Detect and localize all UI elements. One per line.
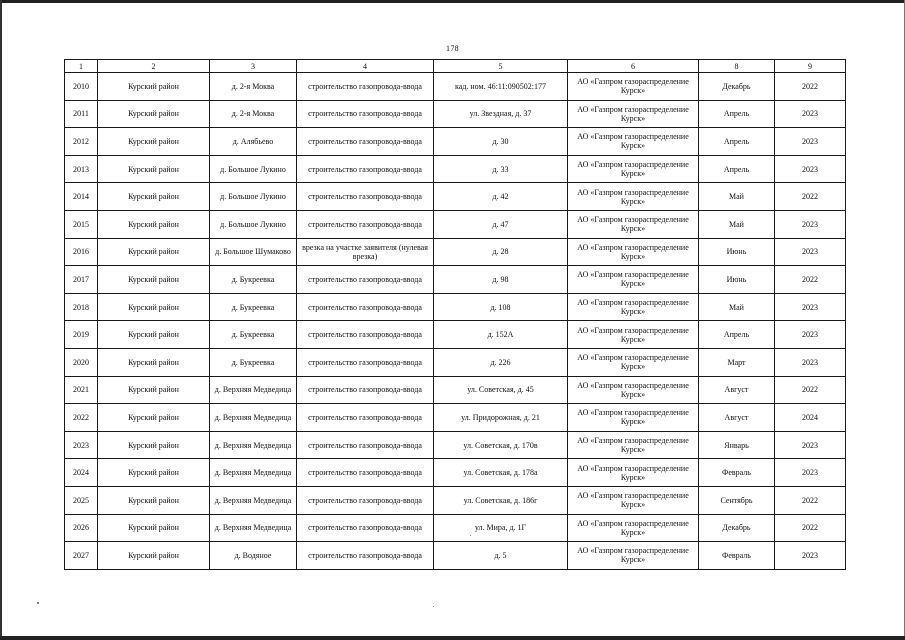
cell-col-organization: АО «Газпром газораспределение Курск» bbox=[568, 514, 699, 542]
table-row bbox=[65, 459, 846, 487]
cell-col-settlement: д. Большое Лукино bbox=[210, 210, 297, 238]
cell-col-number: 2023 bbox=[65, 431, 98, 459]
cell-col-number: 2027 bbox=[65, 542, 98, 570]
cell-col-settlement: д. Букреевка bbox=[210, 348, 297, 376]
header-col-number: 1 bbox=[65, 60, 98, 73]
cell-col-year: 2023 bbox=[775, 293, 846, 321]
cell-col-district: Курский район bbox=[98, 266, 210, 294]
cell-col-month: Август bbox=[699, 376, 775, 404]
table-row bbox=[65, 210, 846, 238]
cell-col-number: 2019 bbox=[65, 321, 98, 349]
cell-col-district: Курский район bbox=[98, 404, 210, 432]
cell-col-month: Апрель bbox=[699, 128, 775, 156]
gasification-schedule-table bbox=[64, 59, 846, 570]
cell-col-organization: АО «Газпром газораспределение Курск» bbox=[568, 486, 699, 514]
cell-col-settlement: д. Большое Лукино bbox=[210, 155, 297, 183]
cell-col-number: 2013 bbox=[65, 155, 98, 183]
cell-col-year: 2023 bbox=[775, 431, 846, 459]
cell-col-district: Курский район bbox=[98, 376, 210, 404]
cell-col-number: 2010 bbox=[65, 73, 98, 101]
cell-col-number: 2014 bbox=[65, 183, 98, 211]
cell-col-work-type: врезка на участке заявителя (нулевая врезка) bbox=[297, 238, 434, 266]
cell-col-district: Курский район bbox=[98, 238, 210, 266]
table-row bbox=[65, 100, 846, 128]
cell-col-organization: АО «Газпром газораспределение Курск» bbox=[568, 321, 699, 349]
cell-col-number: 2012 bbox=[65, 128, 98, 156]
cell-col-month: Май bbox=[699, 293, 775, 321]
table-row bbox=[65, 73, 846, 101]
cell-col-month: Июнь bbox=[699, 266, 775, 294]
header-col-organization: 6 bbox=[568, 60, 699, 73]
cell-col-number: 2026 bbox=[65, 514, 98, 542]
cell-col-number: 2024 bbox=[65, 459, 98, 487]
table-row bbox=[65, 404, 846, 432]
cell-col-address: д. 5 bbox=[434, 542, 568, 570]
cell-col-number: 2011 bbox=[65, 100, 98, 128]
cell-col-year: 2023 bbox=[775, 459, 846, 487]
cell-col-number: 2016 bbox=[65, 238, 98, 266]
cell-col-address: д. 98 bbox=[434, 266, 568, 294]
cell-col-work-type: строительство газопровода-ввода bbox=[297, 514, 434, 542]
scan-border-top bbox=[0, 0, 905, 3]
cell-col-month: Июнь bbox=[699, 238, 775, 266]
cell-col-year: 2023 bbox=[775, 348, 846, 376]
table-row bbox=[65, 183, 846, 211]
cell-col-month: Март bbox=[699, 348, 775, 376]
scan-speck bbox=[470, 535, 471, 536]
cell-col-month: Декабрь bbox=[699, 514, 775, 542]
cell-col-address: д. 108 bbox=[434, 293, 568, 321]
cell-col-work-type: строительство газопровода-ввода bbox=[297, 73, 434, 101]
cell-col-address: кад. ном. 46:11:090502:177 bbox=[434, 73, 568, 101]
table-row bbox=[65, 155, 846, 183]
cell-col-settlement: д. Большое Лукино bbox=[210, 183, 297, 211]
cell-col-district: Курский район bbox=[98, 321, 210, 349]
cell-col-district: Курский район bbox=[98, 293, 210, 321]
cell-col-settlement: д. Букреевка bbox=[210, 266, 297, 294]
cell-col-work-type: строительство газопровода-ввода bbox=[297, 293, 434, 321]
cell-col-work-type: строительство газопровода-ввода bbox=[297, 266, 434, 294]
cell-col-month: Апрель bbox=[699, 100, 775, 128]
cell-col-year: 2022 bbox=[775, 514, 846, 542]
cell-col-year: 2022 bbox=[775, 183, 846, 211]
header-col-district: 2 bbox=[98, 60, 210, 73]
cell-col-number: 2022 bbox=[65, 404, 98, 432]
cell-col-district: Курский район bbox=[98, 348, 210, 376]
cell-col-district: Курский район bbox=[98, 210, 210, 238]
table-row bbox=[65, 321, 846, 349]
table-row bbox=[65, 238, 846, 266]
cell-col-number: 2020 bbox=[65, 348, 98, 376]
cell-col-year: 2023 bbox=[775, 155, 846, 183]
cell-col-address: ул. Придорожная, д. 21 bbox=[434, 404, 568, 432]
cell-col-organization: АО «Газпром газораспределение Курск» bbox=[568, 431, 699, 459]
header-col-work-type: 4 bbox=[297, 60, 434, 73]
cell-col-settlement: д. Алябьево bbox=[210, 128, 297, 156]
cell-col-month: Сентябрь bbox=[699, 486, 775, 514]
cell-col-organization: АО «Газпром газораспределение Курск» bbox=[568, 73, 699, 101]
cell-col-month: Май bbox=[699, 210, 775, 238]
cell-col-work-type: строительство газопровода-ввода bbox=[297, 183, 434, 211]
cell-col-work-type: строительство газопровода-ввода bbox=[297, 210, 434, 238]
cell-col-organization: АО «Газпром газораспределение Курск» bbox=[568, 100, 699, 128]
cell-col-work-type: строительство газопровода-ввода bbox=[297, 542, 434, 570]
cell-col-number: 2017 bbox=[65, 266, 98, 294]
cell-col-settlement: д. Верхняя Медведица bbox=[210, 486, 297, 514]
cell-col-work-type: строительство газопровода-ввода bbox=[297, 348, 434, 376]
cell-col-address: ул. Советская, д. 45 bbox=[434, 376, 568, 404]
cell-col-number: 2021 bbox=[65, 376, 98, 404]
cell-col-month: Декабрь bbox=[699, 73, 775, 101]
cell-col-year: 2022 bbox=[775, 376, 846, 404]
cell-col-organization: АО «Газпром газораспределение Курск» bbox=[568, 542, 699, 570]
cell-col-month: Февраль bbox=[699, 459, 775, 487]
cell-col-settlement: д. Верхняя Медведица bbox=[210, 404, 297, 432]
cell-col-address: ул. Советская, д. 186г bbox=[434, 486, 568, 514]
cell-col-address: д. 33 bbox=[434, 155, 568, 183]
cell-col-organization: АО «Газпром газораспределение Курск» bbox=[568, 459, 699, 487]
cell-col-district: Курский район bbox=[98, 183, 210, 211]
cell-col-address: ул. Советская, д. 178а bbox=[434, 459, 568, 487]
cell-col-settlement: д. Букреевка bbox=[210, 321, 297, 349]
cell-col-work-type: строительство газопровода-ввода bbox=[297, 155, 434, 183]
scan-speck bbox=[37, 602, 39, 604]
cell-col-year: 2023 bbox=[775, 238, 846, 266]
header-col-settlement: 3 bbox=[210, 60, 297, 73]
header-col-address: 5 bbox=[434, 60, 568, 73]
cell-col-district: Курский район bbox=[98, 100, 210, 128]
cell-col-organization: АО «Газпром газораспределение Курск» bbox=[568, 183, 699, 211]
cell-col-address: ул. Мира, д. 1Г bbox=[434, 514, 568, 542]
cell-col-year: 2023 bbox=[775, 100, 846, 128]
table-header-row bbox=[65, 60, 846, 73]
table-row bbox=[65, 348, 846, 376]
cell-col-settlement: д. Большое Шумаково bbox=[210, 238, 297, 266]
cell-col-address: ул. Советская, д. 170в bbox=[434, 431, 568, 459]
table-row bbox=[65, 431, 846, 459]
cell-col-district: Курский район bbox=[98, 73, 210, 101]
cell-col-work-type: строительство газопровода-ввода bbox=[297, 486, 434, 514]
cell-col-organization: АО «Газпром газораспределение Курск» bbox=[568, 210, 699, 238]
cell-col-year: 2023 bbox=[775, 210, 846, 238]
cell-col-district: Курский район bbox=[98, 459, 210, 487]
cell-col-year: 2022 bbox=[775, 266, 846, 294]
cell-col-year: 2022 bbox=[775, 486, 846, 514]
cell-col-work-type: строительство газопровода-ввода bbox=[297, 100, 434, 128]
table-row bbox=[65, 542, 846, 570]
cell-col-work-type: строительство газопровода-ввода bbox=[297, 321, 434, 349]
cell-col-settlement: д. Верхняя Медведица bbox=[210, 514, 297, 542]
cell-col-number: 2025 bbox=[65, 486, 98, 514]
cell-col-district: Курский район bbox=[98, 128, 210, 156]
cell-col-settlement: д. Верхняя Медведица bbox=[210, 376, 297, 404]
cell-col-organization: АО «Газпром газораспределение Курск» bbox=[568, 293, 699, 321]
table-body bbox=[65, 73, 846, 570]
table-row bbox=[65, 514, 846, 542]
cell-col-year: 2023 bbox=[775, 542, 846, 570]
cell-col-district: Курский район bbox=[98, 431, 210, 459]
header-col-month: 8 bbox=[699, 60, 775, 73]
table-row bbox=[65, 376, 846, 404]
cell-col-work-type: строительство газопровода-ввода bbox=[297, 128, 434, 156]
cell-col-organization: АО «Газпром газораспределение Курск» bbox=[568, 128, 699, 156]
cell-col-settlement: д. Верхняя Медведица bbox=[210, 459, 297, 487]
cell-col-number: 2015 bbox=[65, 210, 98, 238]
cell-col-district: Курский район bbox=[98, 514, 210, 542]
cell-col-settlement: д. 2-я Моква bbox=[210, 100, 297, 128]
cell-col-settlement: д. Верхняя Медведица bbox=[210, 431, 297, 459]
cell-col-work-type: строительство газопровода-ввода bbox=[297, 459, 434, 487]
cell-col-organization: АО «Газпром газораспределение Курск» bbox=[568, 238, 699, 266]
cell-col-settlement: д. Букреевка bbox=[210, 293, 297, 321]
cell-col-year: 2023 bbox=[775, 128, 846, 156]
scan-speck bbox=[433, 606, 434, 607]
cell-col-district: Курский район bbox=[98, 155, 210, 183]
table-row bbox=[65, 486, 846, 514]
cell-col-settlement: д. Водяное bbox=[210, 542, 297, 570]
cell-col-organization: АО «Газпром газораспределение Курск» bbox=[568, 376, 699, 404]
cell-col-address: д. 152А bbox=[434, 321, 568, 349]
cell-col-organization: АО «Газпром газораспределение Курск» bbox=[568, 348, 699, 376]
cell-col-address: д. 30 bbox=[434, 128, 568, 156]
cell-col-month: Февраль bbox=[699, 542, 775, 570]
table-row bbox=[65, 293, 846, 321]
cell-col-month: Август bbox=[699, 404, 775, 432]
cell-col-address: ул. Звездная, д. 37 bbox=[434, 100, 568, 128]
table-row bbox=[65, 266, 846, 294]
cell-col-month: Апрель bbox=[699, 155, 775, 183]
table-row bbox=[65, 128, 846, 156]
cell-col-year: 2022 bbox=[775, 73, 846, 101]
cell-col-district: Курский район bbox=[98, 486, 210, 514]
cell-col-year: 2023 bbox=[775, 321, 846, 349]
scan-border-bottom bbox=[0, 636, 905, 640]
cell-col-address: д. 226 bbox=[434, 348, 568, 376]
cell-col-year: 2024 bbox=[775, 404, 846, 432]
cell-col-address: д. 28 bbox=[434, 238, 568, 266]
cell-col-month: Январь bbox=[699, 431, 775, 459]
header-col-year: 9 bbox=[775, 60, 846, 73]
cell-col-number: 2018 bbox=[65, 293, 98, 321]
cell-col-organization: АО «Газпром газораспределение Курск» bbox=[568, 155, 699, 183]
cell-col-work-type: строительство газопровода-ввода bbox=[297, 376, 434, 404]
page-number: 178 bbox=[446, 44, 459, 53]
cell-col-month: Апрель bbox=[699, 321, 775, 349]
cell-col-address: д. 47 bbox=[434, 210, 568, 238]
cell-col-district: Курский район bbox=[98, 542, 210, 570]
cell-col-month: Май bbox=[699, 183, 775, 211]
cell-col-organization: АО «Газпром газораспределение Курск» bbox=[568, 404, 699, 432]
cell-col-organization: АО «Газпром газораспределение Курск» bbox=[568, 266, 699, 294]
cell-col-work-type: строительство газопровода-ввода bbox=[297, 404, 434, 432]
cell-col-work-type: строительство газопровода-ввода bbox=[297, 431, 434, 459]
scan-border-left bbox=[0, 0, 2, 640]
cell-col-address: д. 42 bbox=[434, 183, 568, 211]
cell-col-settlement: д. 2-я Моква bbox=[210, 73, 297, 101]
